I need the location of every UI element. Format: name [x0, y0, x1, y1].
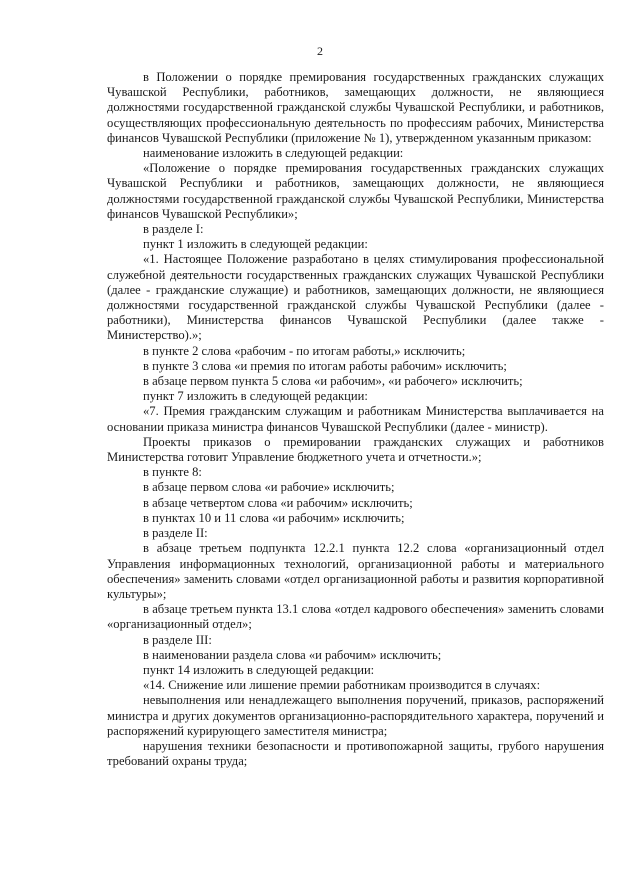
paragraph: в наименовании раздела слова «и рабочим» исключить; [143, 647, 442, 662]
paragraph: в абзаце третьем пункта 13.1 слова «отдел кадрового обеспечения» заменить словами «организационный отдел»; [107, 602, 604, 632]
paragraph: «14. Снижение или лишение премии работникам производится в случаях: [143, 678, 541, 693]
paragraph: пункт 1 изложить в следующей редакции: [143, 237, 368, 252]
paragraph: Проекты приказов о премировании гражданских служащих и работников Министерства готовит Управление бюджетного учета и отчетности.»; [107, 434, 604, 465]
paragraph: нарушения техники безопасности и противопожарной защиты, грубого нарушения требований охраны труда; [107, 738, 604, 769]
paragraph: в абзаце четвертом слова «и рабочим» исключить; [143, 495, 413, 510]
paragraph: «Положение о порядке премирования государственных гражданских служащих Чувашской Республики и работников, замещающих должности, не являющиеся должностями государственной гражданской службы Чувашской Республики, Министерства финансов Чувашской Республики»; [107, 161, 604, 221]
paragraph: в пункте 3 слова «и премия по итогам работы рабочим» исключить; [143, 358, 507, 373]
paragraph: в Положении о порядке премирования государственных гражданских служащих Чувашской Республики, работников, замещающих должности, не являющиеся должностями государственной гражданской службы Чувашской Республики, и работников, осуществляющих профессиональную деятельность по профессиям рабочих, Министерства финансов Чувашской Республики (приложение № 1), утвержденном указанным приказом: [107, 70, 604, 145]
paragraph: пункт 14 изложить в следующей редакции: [143, 662, 375, 677]
paragraph: в абзаце первом слова «и рабочие» исключить; [143, 480, 395, 495]
paragraph: в пунктах 10 и 11 слова «и рабочим» исключить; [143, 510, 405, 525]
paragraph: в разделе I: [143, 222, 204, 237]
document-body [107, 70, 604, 769]
paragraph: невыполнения или ненадлежащего выполнения поручений, приказов, распоряжений министра и других документов организационно-распорядительного характера, поручений и распоряжений курирующего заместителя министра; [107, 693, 604, 738]
paragraph: наименование изложить в следующей редакции: [143, 146, 404, 161]
paragraph: в пункте 8: [143, 465, 202, 480]
paragraph: пункт 7 изложить в следующей редакции: [143, 389, 368, 404]
paragraph: в абзаце третьем подпункта 12.2.1 пункта 12.2 слова «организационный отдел Управления информационных технологий, организационной работы и материального обеспечения» заменить словами «отдел организационной работы и развития корпоративной культуры»; [107, 541, 604, 601]
paragraph: в разделе II: [143, 526, 208, 541]
paragraph: «7. Премия гражданским служащим и работникам Министерства выплачивается на основании приказа министра финансов Чувашской Республики (далее - министр). [107, 404, 604, 434]
paragraph: «1. Настоящее Положение разработано в целях стимулирования профессиональной служебной деятельности государственных гражданских служащих Чувашской Республики (далее - гражданские служащие) и работников, замещающих должности, не являющиеся должностями государственной гражданской службы Чувашской Республики (далее - работники), Министерства финансов Чувашской Республики (далее также - Министерство).»; [107, 252, 604, 343]
paragraph: в пункте 2 слова «рабочим - по итогам работы,» исключить; [143, 343, 466, 358]
paragraph: в разделе III: [143, 632, 212, 647]
page-number: 2 [317, 44, 323, 58]
paragraph: в абзаце первом пункта 5 слова «и рабочим», «и рабочего» исключить; [143, 374, 523, 389]
